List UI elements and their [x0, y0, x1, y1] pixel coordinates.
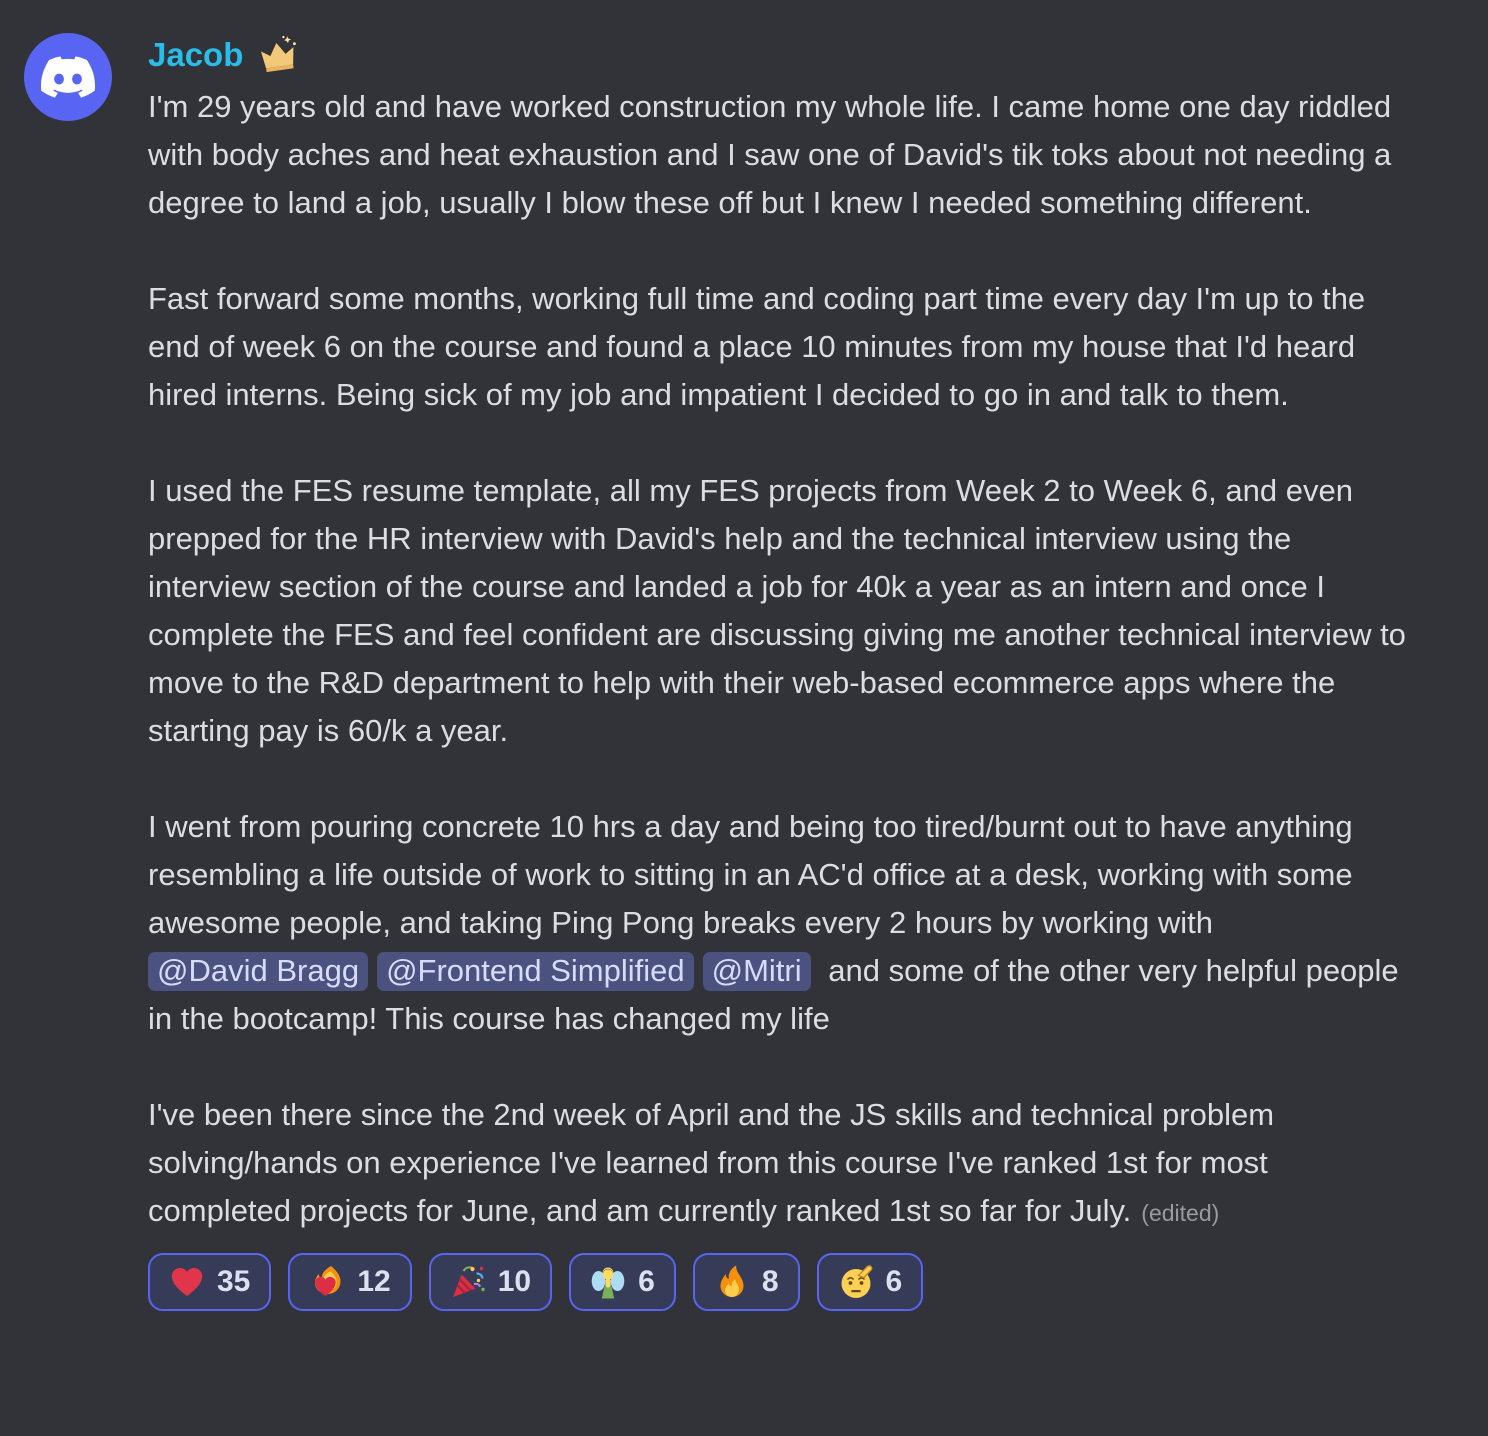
paragraph-1: I'm 29 years old and have worked construction my whole life. I came home one day riddled with body aches and heat exhaustion and I saw one of David's tik toks about not needing a degree to land a job, usually I blow these off but I knew I needed something different.: [148, 89, 1392, 220]
reaction-count: 10: [497, 1265, 532, 1298]
reaction-fairy[interactable]: [569, 1253, 676, 1311]
reaction-count: 12: [357, 1265, 391, 1298]
reaction-heart-on-fire[interactable]: [288, 1253, 411, 1311]
edited-label: (edited): [1141, 1200, 1220, 1226]
reaction-fire[interactable]: [693, 1253, 800, 1311]
red-heart-emoji: [169, 1264, 205, 1300]
reaction-count: 6: [638, 1265, 655, 1298]
reaction-count: 6: [885, 1265, 903, 1298]
message-content: [148, 33, 1408, 1311]
heart-on-fire-emoji: [309, 1264, 345, 1300]
fairy-emoji: [590, 1264, 626, 1300]
paragraph-2: Fast forward some months, working full time and coding part time every day I'm up to the end of week 6 on the course and found a place 10 minutes from my house that I'd heard hired interns. Being sick of my job and impatient I decided to go in and talk to them.: [148, 281, 1366, 412]
reaction-saluting-face[interactable]: [817, 1253, 924, 1311]
username[interactable]: Jacob: [148, 36, 244, 73]
crown-emoji: [255, 32, 302, 77]
paragraph-4: [148, 803, 1408, 1043]
mention-mitri[interactable]: @Mitri: [703, 952, 811, 991]
paragraph-4-text-after: and some of the other very helpful people in the bootcamp! This course has changed my life: [148, 953, 1399, 1036]
message-body: [148, 83, 1408, 1311]
paragraph-5-text: I've been there since the 2nd week of April and the JS skills and technical problem solving/hands on experience I've learned from this course I've ranked 1st for most completed projects for June, and am currently ranked 1st so far for July.: [148, 1097, 1275, 1228]
fire-emoji: [714, 1264, 750, 1300]
discord-logo-icon: [41, 50, 95, 104]
party-popper-emoji: [450, 1264, 486, 1300]
reaction-party-popper[interactable]: [429, 1253, 552, 1311]
paragraph-4-text-before: I went from pouring concrete 10 hrs a day and being too tired/burnt out to have anything resembling a life outside of work to sitting in an AC'd office at a desk, working with some awesome people, and taking Ping Pong breaks every 2 hours by working with: [148, 809, 1353, 940]
user-avatar[interactable]: [24, 33, 112, 121]
paragraph-3: I used the FES resume template, all my FES projects from Week 2 to Week 6, and even prepped for the HR interview with David's help and the technical interview using the interview section of the course and landed a job for 40k a year as an intern and once I complete the FES and feel confident are discussing giving me another technical interview to move to the R&D department to help with their web-based ecommerce apps where the starting pay is 60/k a year.: [148, 473, 1406, 748]
reactions-row: [148, 1253, 1408, 1311]
mention-frontend-simplified[interactable]: @Frontend Simplified: [377, 952, 694, 991]
reaction-count: 8: [761, 1265, 779, 1298]
message-header: [148, 33, 1408, 77]
reaction-red-heart[interactable]: [148, 1253, 271, 1311]
reaction-count: 35: [217, 1265, 251, 1298]
saluting-face-emoji: [838, 1264, 874, 1300]
mention-david-bragg[interactable]: @David Bragg: [148, 952, 368, 991]
paragraph-5: [148, 1091, 1408, 1237]
